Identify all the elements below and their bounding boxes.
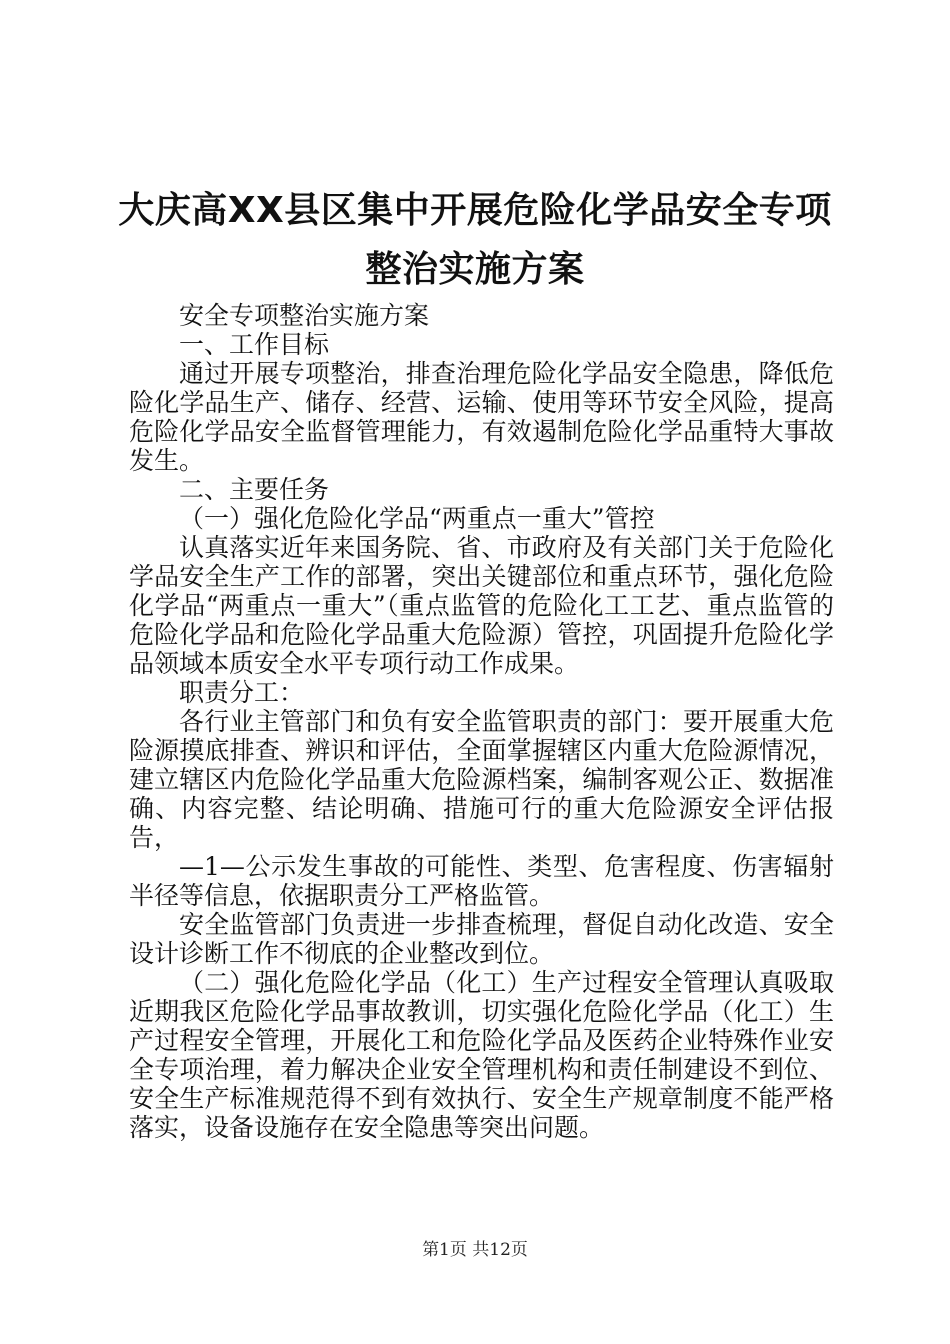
paragraph-task-2: （二）强化危险化学品（化工）生产过程安全管理认真吸取近期我区危险化学品事故教训，切实强化危险化学品（化工）生产过程安全管理，开展化工和危险化学品及医药企业特殊作业安全专项治理，着力解决企业安全管理机构和责任制建设不到位、安全生产标准规范得不到有效执行、安全生产规章制度不能严格落实，设备设施存在安全隐患等突出问题。 <box>129 968 834 1142</box>
document-body <box>129 301 834 1142</box>
paragraph-goal: 通过开展专项整治，排查治理危险化学品安全隐患，降低危险化学品生产、储存、经营、运输、使用等环节安全风险，提高危险化学品安全监督管理能力，有效遏制危险化学品重特大事故发生。 <box>129 359 834 475</box>
section-heading-goal: 一、工作目标 <box>179 330 330 359</box>
subsection-heading-1: （一）强化危险化学品“两重点一重大”管控 <box>179 504 655 533</box>
section-heading-tasks: 二、主要任务 <box>179 475 330 504</box>
paragraph-supervision: 安全监管部门负责进一步排查梳理，督促自动化改造、安全设计诊断工作不彻底的企业整改到位。 <box>129 910 834 968</box>
paragraph-task-1: 认真落实近年来国务院、省、市政府及有关部门关于危险化学品安全生产工作的部署，突出关键部位和重点环节，强化危险化学品“两重点一重大”（重点监管的危险化工工艺、重点监管的危险化学品和危险化学品重大危险源）管控，巩固提升危险化学品领域本质安全水平专项行动工作成果。 <box>129 533 834 678</box>
paragraph-disclosure: —1—公示发生事故的可能性、类型、危害程度、伤害辐射半径等信息，依据职责分工严格监管。 <box>129 852 834 910</box>
page-number: 第1页 共12页 <box>422 1240 528 1260</box>
paragraph-responsibility: 各行业主管部门和负有安全监管职责的部门：要开展重大危险源摸底排查、辨识和评估，全面掌握辖区内重大危险源情况，建立辖区内危险化学品重大危险源档案，编制客观公正、数据准确、内容完整、结论明确、措施可行的重大危险源安全评估报告， <box>129 707 834 852</box>
document-title-line-2: 整治实施方案 <box>365 249 585 290</box>
document-title-line-1: 大庆高XX县区集中开展危险化学品安全专项 <box>118 190 832 231</box>
section-heading-plan: 安全专项整治实施方案 <box>179 301 430 330</box>
responsibility-label: 职责分工： <box>179 678 305 707</box>
